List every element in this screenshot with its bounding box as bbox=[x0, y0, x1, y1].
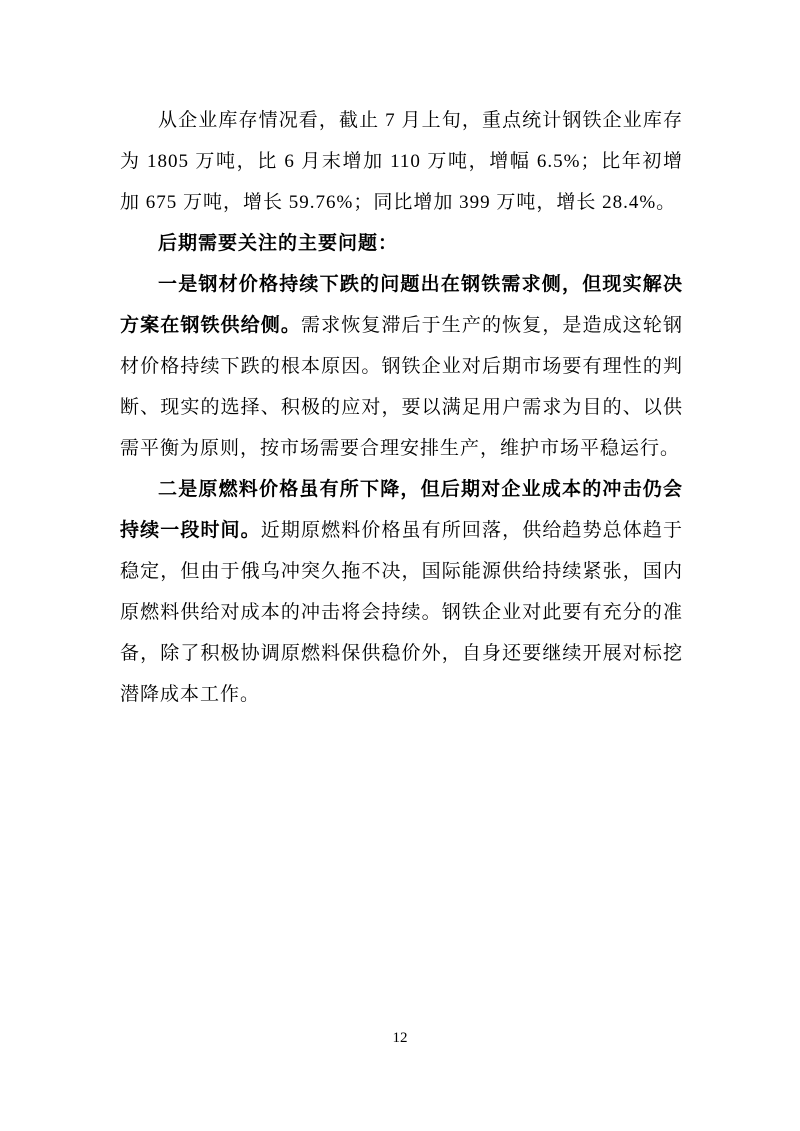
text-run: 从企业库存情况看，截止 7 月上旬，重点统计钢铁企业库存为 1805 万吨，比 6 月末增加 110 万吨，增幅 6.5%；比年初增加 675 万吨，增长 59.76%；同比增加 399 万吨，增长 28.4%。 bbox=[120, 110, 683, 213]
document-body bbox=[120, 100, 683, 715]
paragraph-inventory-stats bbox=[120, 100, 683, 223]
section-heading-text: 后期需要关注的主要问题： bbox=[158, 233, 399, 254]
issue-two-body-text: 近期原燃料价格虽有所回落，供给趋势总体趋于稳定，但由于俄乌冲突久拖不决，国际能源供给持续紧张，国内原燃料供给对成本的冲击将会持续。钢铁企业对此要有充分的准备，除了积极协调原燃料保供稳价外，自身还要继续开展对标挖潜降成本工作。 bbox=[120, 520, 683, 705]
page-number: 12 bbox=[392, 1030, 408, 1046]
issue-two-lead-text: 二是原燃料价格虽有所下降，但后期对企业成本的冲击仍会持续一段时间。 bbox=[120, 479, 683, 541]
issue-one-body-text: 需求恢复滞后于生产的恢复，是造成这轮钢材价格持续下跌的根本原因。钢铁企业对后期市场要有理性的判断、现实的选择、积极的应对，要以满足用户需求为目的、以供需平衡为原则，按市场需要合理安排生产，维护市场平稳运行。 bbox=[120, 315, 683, 459]
issue-one-lead-text: 一是钢材价格持续下跌的问题出在钢铁需求侧，但现实解决方案在钢铁供给侧。 bbox=[120, 274, 683, 336]
paragraph-section-heading bbox=[120, 223, 683, 264]
paragraph-issue-one bbox=[120, 264, 683, 469]
paragraph-issue-two bbox=[120, 469, 683, 715]
